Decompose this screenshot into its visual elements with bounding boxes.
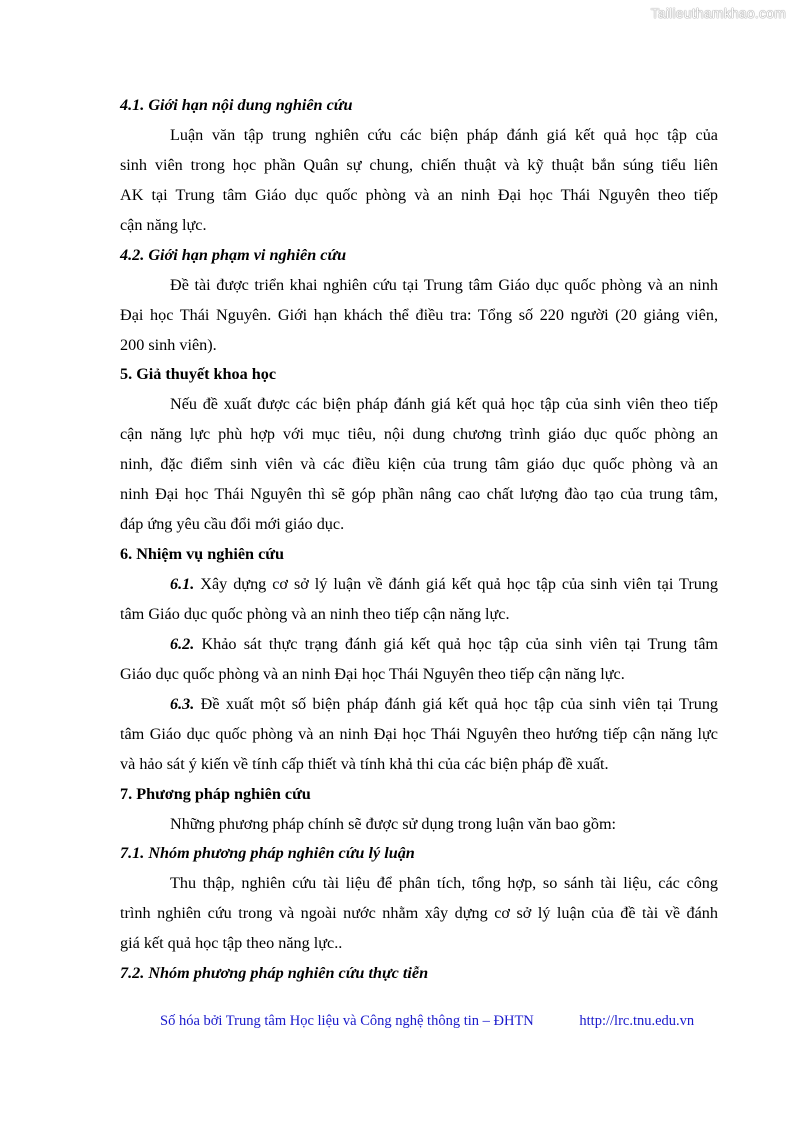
line-text: AK tại Trung tâm Giáo dục quốc phòng và an ninh Đại học Thái Nguyên theo tiếp <box>120 185 718 204</box>
paragraph-line <box>120 453 718 483</box>
line-text: Xây dựng cơ sở lý luận về đánh giá kết quả học tập của sinh viên tại Trung <box>200 575 718 593</box>
item-number: 6.1. <box>170 575 195 593</box>
line-text: trình nghiên cứu trong và ngoài nước nhằm xây dựng cơ sở lý luận của đề tài về đánh <box>120 904 718 923</box>
paragraph-line <box>120 214 718 244</box>
paragraph-line <box>120 932 718 962</box>
line-text: Luận văn tập trung nghiên cứu các biện pháp đánh giá kết quả học tập của <box>170 125 718 144</box>
line-text: 7.2. Nhóm phương pháp nghiên cứu thực tiễn <box>120 964 429 983</box>
paragraph-line <box>120 274 718 304</box>
section-heading <box>120 783 718 813</box>
line-text: 200 sinh viên). <box>120 335 217 354</box>
line-text: Giáo dục quốc phòng và an ninh Đại học Thái Nguyên theo tiếp cận năng lực. <box>120 664 625 683</box>
section-heading <box>120 244 718 274</box>
line-text: Đề tài được triển khai nghiên cứu tại Trung tâm Giáo dục quốc phòng và an ninh <box>170 275 718 294</box>
item-number: 6.2. <box>170 634 195 653</box>
section-heading <box>120 363 718 393</box>
document-body <box>120 94 718 992</box>
line-text: cận năng lực. <box>120 215 207 234</box>
paragraph-line <box>120 393 718 423</box>
line-text: Đề xuất một số biện pháp đánh giá kết quả học tập của sinh viên tại Trung <box>200 694 719 713</box>
paragraph-line <box>120 723 718 753</box>
line-text: 4.2. Giới hạn phạm vi nghiên cứu <box>120 245 347 264</box>
footer-url-link[interactable]: http://lrc.tnu.edu.vn <box>579 1013 695 1029</box>
line-text: 7. Phương pháp nghiên cứu <box>120 784 311 803</box>
line-text: ninh Đại học Thái Nguyên thì sẽ góp phần nâng cao chất lượng đào tạo của trung tâm, <box>120 485 718 504</box>
section-heading <box>120 543 718 573</box>
line-text: 7.1. Nhóm phương pháp nghiên cứu lý luận <box>120 844 415 863</box>
line-text: và hảo sát ý kiến về tính cấp thiết và tính khả thi của các biện pháp đề xuất. <box>120 754 609 773</box>
paragraph-line <box>120 813 718 843</box>
item-number: 6.3. <box>170 694 195 713</box>
footer-text: Số hóa bởi Trung tâm Học liệu và Công nghệ thông tin – ĐHTN <box>160 1013 534 1029</box>
watermark: Tailieuthamkhao.com <box>650 5 786 21</box>
paragraph-line <box>120 603 718 633</box>
line-text: Thu thập, nghiên cứu tài liệu để phân tích, tổng hợp, so sánh tài liệu, các công <box>170 874 718 893</box>
line-text: 4.1. Giới hạn nội dung nghiên cứu <box>120 96 353 114</box>
paragraph-line <box>120 423 718 453</box>
paragraph-line <box>120 633 718 663</box>
line-text: cận năng lực phù hợp với mục tiêu, nội dung chương trình giáo dục quốc phòng an <box>120 425 718 444</box>
line-text: 6. Nhiệm vụ nghiên cứu <box>120 545 284 564</box>
line-text: tâm Giáo dục quốc phòng và an ninh Đại học Thái Nguyên theo hướng tiếp cận năng lực <box>120 724 718 743</box>
section-heading <box>120 842 718 872</box>
line-text: 5. Giả thuyết khoa học <box>120 365 277 384</box>
line-text: Những phương pháp chính sẽ được sử dụng trong luận văn bao gồm: <box>170 814 617 833</box>
paragraph-line <box>120 872 718 902</box>
paragraph-line <box>120 154 718 184</box>
paragraph-line <box>120 483 718 513</box>
section-heading <box>120 94 718 124</box>
page-footer <box>160 1013 694 1030</box>
paragraph-line <box>120 902 718 932</box>
line-text: Đại học Thái Nguyên. Giới hạn khách thể điều tra: Tổng số 220 người (20 giảng viên, <box>120 305 718 324</box>
line-text: đáp ứng yêu cầu đổi mới giáo dục. <box>120 515 345 534</box>
section-heading <box>120 962 718 992</box>
paragraph-line <box>120 334 718 364</box>
paragraph-line <box>120 693 718 723</box>
line-text: tâm Giáo dục quốc phòng và an ninh theo tiếp cận năng lực. <box>120 604 510 623</box>
paragraph-line <box>120 124 718 154</box>
paragraph-line <box>120 663 718 693</box>
paragraph-line <box>120 184 718 214</box>
line-text: giá kết quả học tập theo năng lực.. <box>120 934 343 953</box>
paragraph-line <box>120 753 718 783</box>
paragraph-line <box>120 513 718 543</box>
line-text: Nếu đề xuất được các biện pháp đánh giá kết quả học tập của sinh viên theo tiếp <box>170 395 718 414</box>
line-text: Khảo sát thực trạng đánh giá kết quả học tập của sinh viên tại Trung tâm <box>201 634 718 653</box>
line-text: sinh viên trong học phần Quân sự chung, chiến thuật và kỹ thuật bắn súng tiểu liên <box>120 155 718 174</box>
paragraph-line <box>120 573 718 603</box>
line-text: ninh, đặc điểm sinh viên và các điều kiện của trung tâm giáo dục quốc phòng và an <box>120 455 718 474</box>
paragraph-line <box>120 304 718 334</box>
